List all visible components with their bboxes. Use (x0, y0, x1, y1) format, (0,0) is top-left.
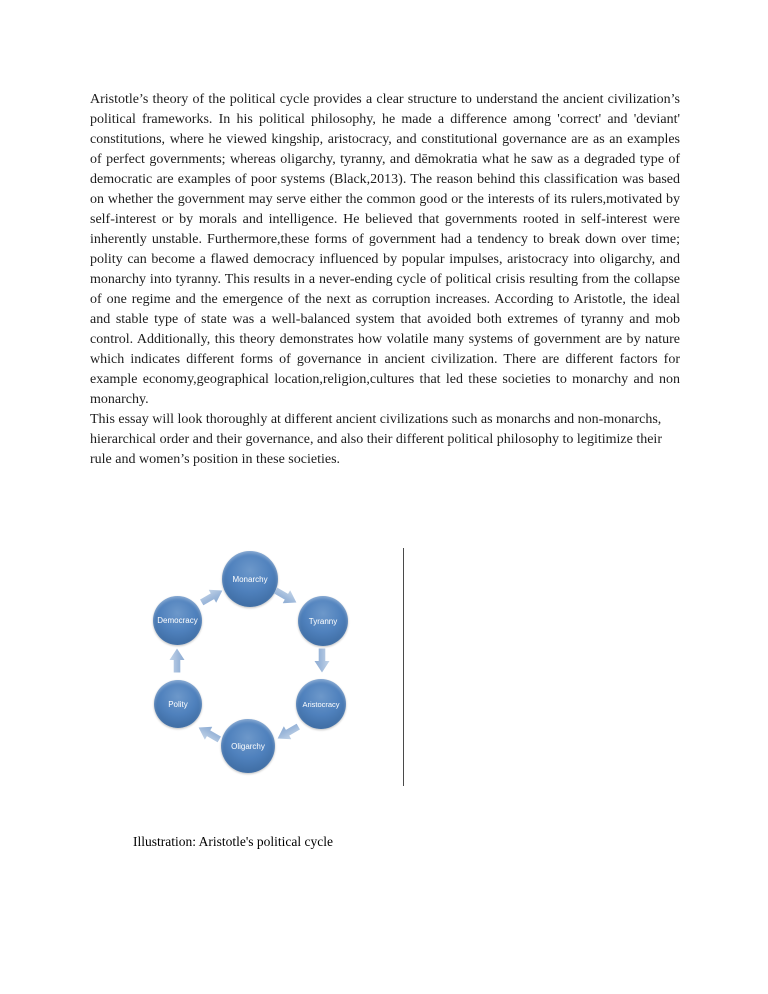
cycle-node-label: Democracy (157, 616, 198, 625)
cycle-node-label: Tyranny (308, 616, 338, 626)
cycle-arrow-icon (195, 721, 223, 746)
cycle-node-label: Oligarchy (231, 741, 265, 751)
essay-body (90, 90, 680, 470)
cycle-arrow-icon (170, 649, 185, 673)
cycle-node-aristocracy (296, 679, 346, 729)
cycle-node-label: Monarchy (232, 574, 268, 584)
cycle-arrow-icon (274, 720, 302, 745)
cycle-node-monarchy (222, 551, 278, 607)
cycle-arrow-icon (198, 584, 226, 609)
cycle-node-label: Aristocracy (302, 699, 340, 709)
cycle-node-tyranny (298, 596, 348, 646)
cycle-node-oligarchy (221, 719, 275, 773)
political-cycle-diagram (140, 545, 410, 790)
vertical-divider (403, 548, 404, 786)
cycle-node-democracy (153, 596, 202, 645)
cycle-node-label: Polity (168, 699, 188, 709)
cycle-arrow-icon (315, 649, 330, 673)
essay-paragraph-2: This essay will look thoroughly at different ancient civilizations such as monarchs and non-monarchs, hierarchical order and their governance, and also their different political philosophy to legitimize their rule and women’s position in these societies. (90, 412, 662, 467)
essay-paragraph-1: Aristotle’s theory of the political cycle provides a clear structure to understand the ancient civilization’s political frameworks. In his political philosophy, he made a difference among 'correct' and 'deviant' constitutions, where he viewed kingship, aristocracy, and constitutional governance are as an examples of perfect governments; whereas oligarchy, tyranny, and dēmokratia what he saw as a degraded type of democratic are examples of poor systems (Black,2013). The reason behind this classification was based on whether the government may serve either the common good or the interests of its rulers,motivated by self-interest or by morals and intelligence. He believed that governments rooted in self-interest were inherently unstable. Furthermore,these forms of government had a tendency to break down over time; polity can become a flawed democracy influenced by popular impulses, aristocracy into oligarchy, and monarchy into tyranny. This results in a never-ending cycle of political crisis resulting from the collapse of one regime and the emergence of the next as corruption increases. According to Aristotle, the ideal and stable type of state was a well-balanced system that avoided both extremes of tyranny and mob control. Additionally, this theory demonstrates how volatile many systems of government are by nature which indicates different forms of governance in ancient civilization. There are different factors for example economy,geographical location,religion,cultures that led these societies to monarchy and non monarchy. (90, 92, 680, 407)
cycle-node-polity (154, 680, 202, 728)
figure-caption: Illustration: Aristotle's political cycle (133, 834, 334, 849)
